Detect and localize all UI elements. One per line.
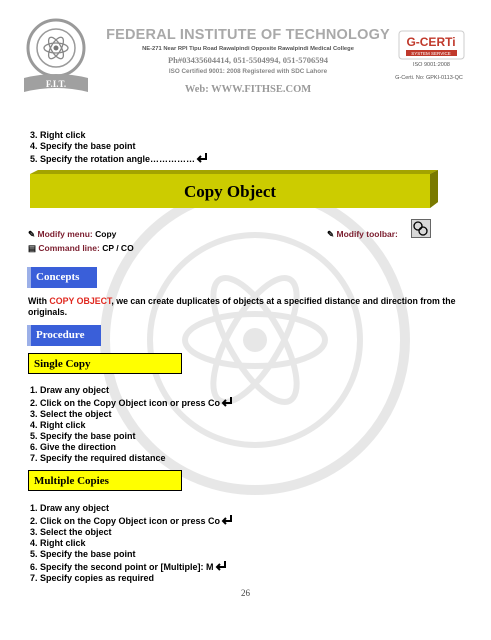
page-number: 26 (241, 588, 250, 598)
command-line-value: CP / CO (102, 243, 134, 253)
command-line (28, 243, 134, 254)
list-item: 3. Right click (30, 130, 86, 140)
list-item: 1. Draw any object (30, 385, 110, 395)
institute-iso: ISO Certified 9001: 2008 Registered with SDC Lahore (168, 68, 328, 75)
list-item: 5. Specify the rotation angle…………… (30, 152, 208, 165)
list-item: 4. Right click (30, 420, 86, 430)
list-item: 2. Click on the Copy Object icon or press Co (30, 396, 233, 409)
enter-key-icon (221, 396, 233, 408)
modify-menu-line (28, 229, 116, 240)
list-item: 6. Give the direction (30, 442, 117, 452)
list-item: 5. Specify the base point (30, 549, 136, 559)
list-item: 5. Specify the base point (30, 431, 136, 441)
copy-object-highlight: COPY OBJECT (49, 296, 112, 306)
procedure-heading: Procedure (27, 325, 101, 346)
list-item: 2. Click on the Copy Object icon or press Co (30, 514, 233, 527)
concepts-heading: Concepts (27, 267, 97, 288)
list-item: 4. Right click (30, 538, 86, 548)
list-item: 3. Select the object (30, 527, 112, 537)
multiple-copies-heading: Multiple Copies (28, 470, 182, 491)
logo-text: F.I.T. (45, 79, 67, 89)
copy-object-icon[interactable] (411, 219, 431, 238)
keyboard-icon: ▤ (28, 243, 37, 253)
modify-menu-label: Modify menu: (37, 229, 93, 239)
list-item: 7. Specify copies as required (30, 573, 155, 583)
command-line-label: Command line: (38, 243, 100, 253)
institute-logo (20, 16, 92, 94)
institute-website: Web: WWW.FITHSE.COM (184, 84, 312, 95)
gcerti-number: G-Certi. No: GPKI-0113-QC (395, 75, 463, 81)
list-item: 1. Draw any object (30, 503, 110, 513)
institute-name: FEDERAL INSTITUTE OF TECHNOLOGY (106, 27, 390, 43)
enter-key-icon (221, 514, 233, 526)
gcerti-iso: ISO 9001:2008 (412, 62, 450, 68)
enter-key-icon (215, 560, 227, 572)
list-item: 6. Specify the second point or [Multiple]: M (30, 560, 233, 573)
gcerti-text: G-CERTi (406, 35, 456, 49)
single-copy-heading: Single Copy (28, 353, 182, 374)
concepts-text: With COPY OBJECT, we can create duplicates of objects at a specified distance and direction from the originals. (28, 296, 456, 317)
single-copy-steps (30, 385, 233, 464)
institute-phone: Ph#03435604414, 051-5504994, 051-5706594 (167, 55, 329, 65)
modify-menu-value: Copy (95, 229, 117, 239)
gcerti-badge (398, 30, 465, 60)
modify-toolbar-label: Modify toolbar: (336, 229, 398, 239)
enter-key-icon (196, 152, 208, 164)
list-item: 4. Specify the base point (30, 141, 136, 151)
pencil-icon: ✎ (327, 229, 335, 239)
pencil-icon: ✎ (28, 229, 36, 239)
gcerti-sub: SYSTEM SERVICE (411, 51, 451, 56)
section-title: Copy Object (183, 182, 277, 201)
multiple-copies-steps (30, 503, 233, 584)
institute-address: NE-271 Near RPI Tipu Road Rawalpindi Opposite Rawalpindi Medical College (142, 46, 354, 52)
list-item: 7. Specify the required distance (30, 453, 166, 463)
previous-steps (30, 130, 208, 165)
modify-toolbar-line (327, 229, 398, 240)
list-item: 3. Select the object (30, 409, 112, 419)
